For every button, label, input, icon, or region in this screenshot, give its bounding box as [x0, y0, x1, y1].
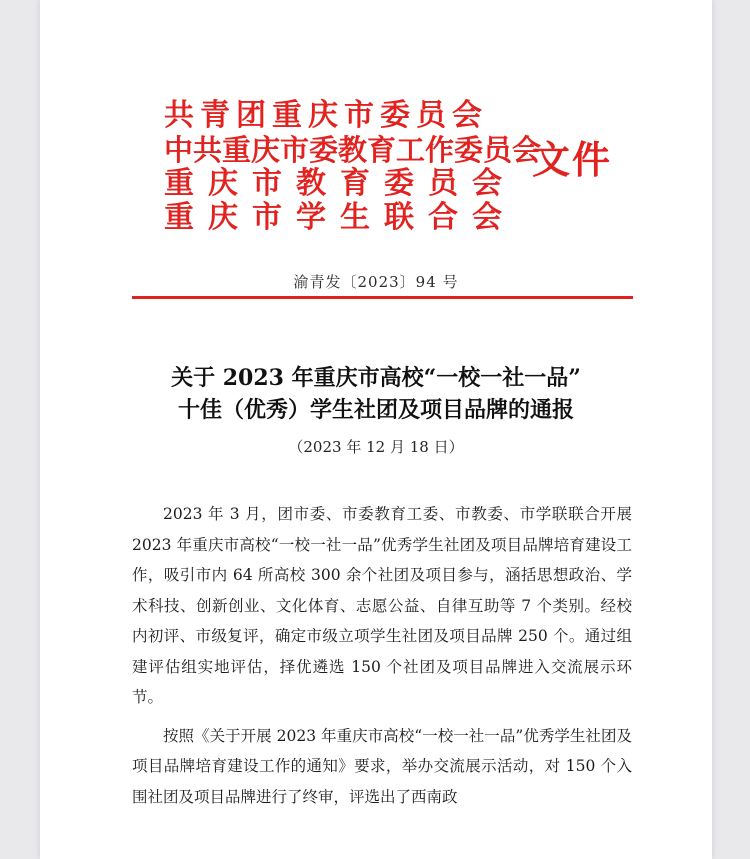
- document-page: [40, 0, 712, 859]
- document-date: （2023 年 12 月 18 日）: [288, 438, 464, 456]
- document-type-label: 文件: [532, 137, 613, 182]
- org-name-student-federation: 重庆市学生联合会: [164, 200, 516, 235]
- org-name-youth-league: 共青团重庆市委员会: [164, 98, 488, 133]
- body-paragraph: 2023 年 3 月，团市委、市委教育工委、市教委、市学联联合开展 2023 年重庆市高校“一校一社一品”优秀学生社团及项目品牌培育建设工作，吸引市内 64 所高校 300 余个社团及项目参与，涵括思想政治、学术科技、创新创业、文化体育、志愿公益、自律互助等 7 个类别。经校内初评、市级复评，确定市级立项学生社团及项目品牌 250 个。通过组建评估组实地评估，择优遴选 150 个社团及项目品牌进入交流展示环节。: [132, 505, 632, 706]
- title-line-2: 十佳（优秀）学生社团及项目品牌的通报: [177, 397, 574, 423]
- title-line-1: 关于 2023 年重庆市高校“一校一社一品”: [171, 365, 581, 391]
- org-name-education-commission: 重庆市教育委员会: [164, 166, 516, 201]
- document-body: [132, 499, 632, 820]
- body-paragraph: 按照《关于开展 2023 年重庆市高校“一校一社一品”优秀学生社团及项目品牌培育建设工作的通知》要求，举办交流展示活动，对 150 个入围社团及项目品牌进行了终审，评选出了西南政: [132, 726, 632, 806]
- red-divider-line: [132, 296, 633, 299]
- document-title: [40, 362, 712, 426]
- issuing-organizations: [164, 100, 541, 234]
- org-name-education-work-committee: 中共重庆市委教育工作委员会: [164, 133, 542, 167]
- document-masthead: [164, 100, 634, 240]
- document-number: 渝青发〔2023〕94 号: [293, 273, 459, 291]
